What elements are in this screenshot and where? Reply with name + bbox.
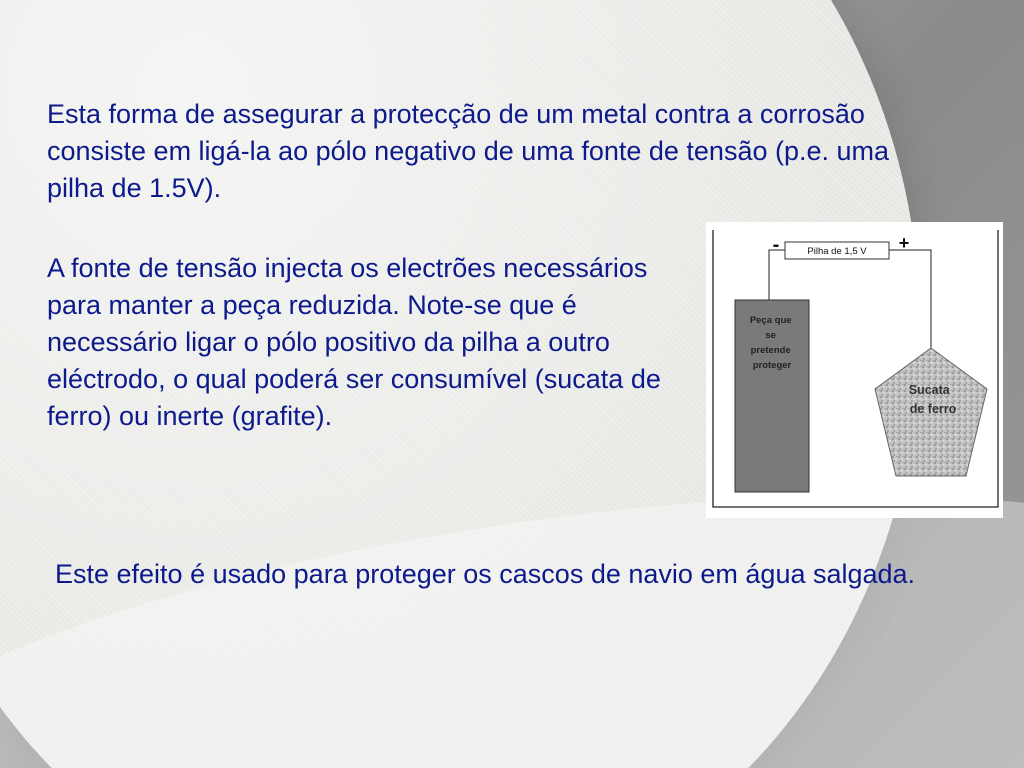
wire-positive <box>889 250 931 350</box>
paragraph-explanation: A fonte de tensão injecta os electrões necessários para manter a peça reduzida. Note-se que é necessário ligar o pólo positivo da pilha a outro eléctrodo, o qual poderá ser consumível (sucata de ferro) ou inerte (grafite). <box>47 253 661 431</box>
battery-label: Pilha de 1,5 V <box>807 246 867 257</box>
wire-negative <box>769 250 785 300</box>
plus-sign: + <box>898 233 910 253</box>
paragraph-application: Este efeito é usado para proteger os cascos de navio em água salgada. <box>55 559 916 589</box>
paragraph-intro: Esta forma de assegurar a protecção de um metal contra a corrosão consiste em ligá-la ao pólo negativo de uma fonte de tensão (p.e. uma pilha de 1.5V). <box>47 99 890 203</box>
scrap-label: Sucata de ferro <box>908 383 957 416</box>
protected-piece <box>735 300 809 492</box>
cathodic-protection-diagram <box>706 222 1003 518</box>
piece-label: Peça que se pretende proteger <box>749 315 792 371</box>
minus-sign: - <box>772 234 780 256</box>
